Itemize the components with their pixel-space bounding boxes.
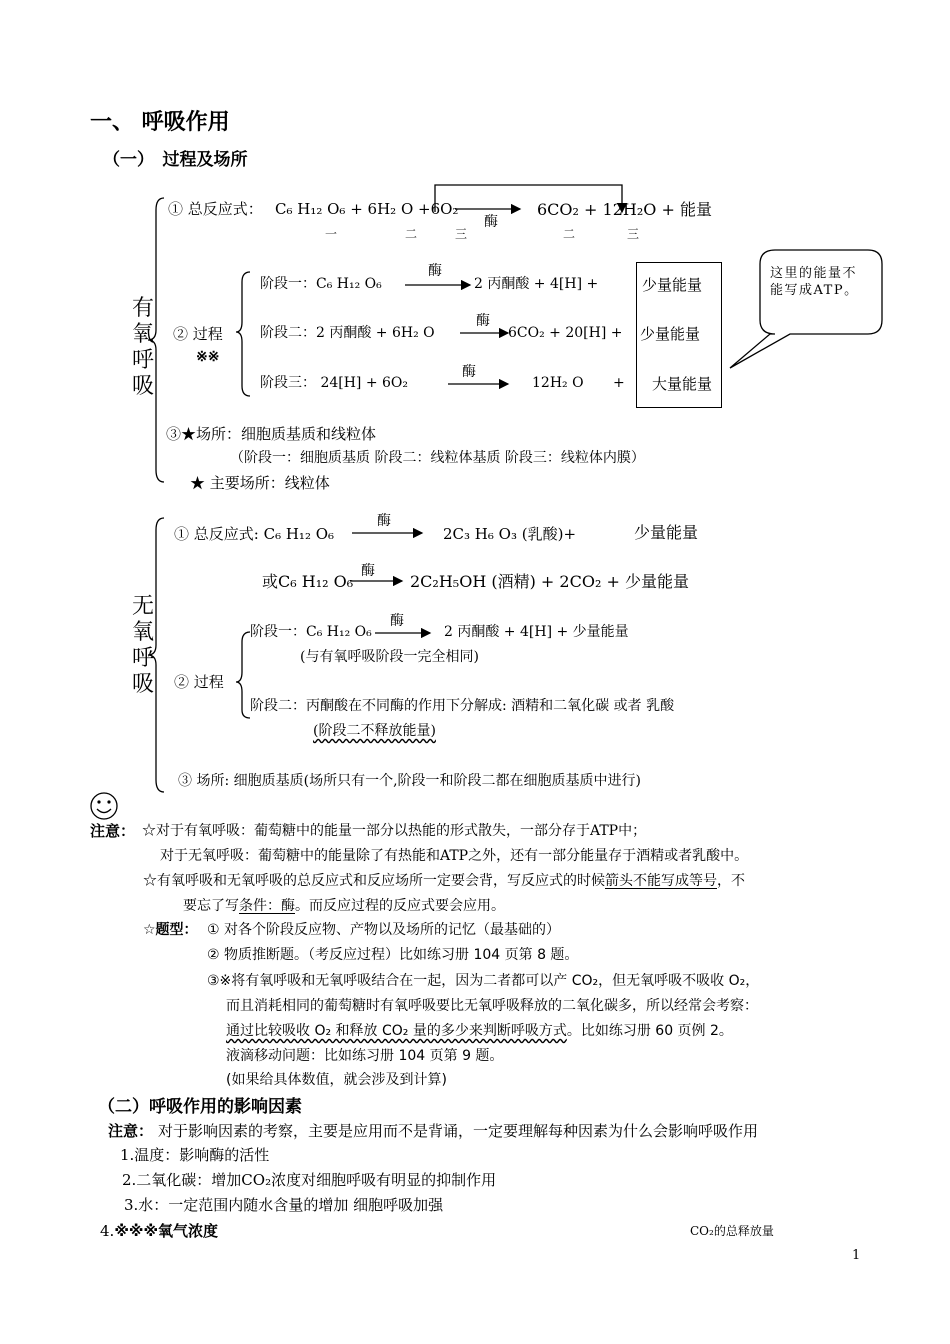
aerobic-stage1-right: 2 丙酮酸 + 4[H] + — [474, 276, 599, 292]
notes-line3: ☆有氧呼吸和无氧呼吸的总反应式和反应场所一定要会背，写反应式的时候箭头不能写成等号，不 — [143, 873, 745, 889]
page-number: 1 — [852, 1248, 861, 1263]
factors-label: 注意： — [108, 1122, 154, 1140]
factor-item-1: 1.温度：影响酶的活性 — [120, 1146, 270, 1164]
question-type-1: ① 对各个阶段反应物、产物以及场所的记忆（最基础的） — [207, 922, 560, 938]
anaerobic-or-right: 2C₂H₅OH (酒精) + 2CO₂ + 少量能量 — [410, 572, 689, 591]
aerobic-site: ③★场所：细胞质基质和线粒体 — [166, 425, 377, 443]
factors-intro: 对于影响因素的考察，主要是应用而不是背诵，一定要理解每种因素为什么会影响呼吸作用 — [158, 1122, 759, 1140]
aerobic-process-mark: ※※ — [196, 349, 220, 365]
anaerobic-stage2-note: (阶段二不释放能量) — [313, 723, 436, 739]
question-type-3d: 液滴移动问题：比如练习册 104 页第 9 题。 — [226, 1048, 504, 1064]
question-types-label: ☆题型： — [143, 922, 198, 938]
aerobic-stage1-energy: 少量能量 — [642, 276, 703, 294]
aerobic-site-detail: （阶段一：细胞质基质 阶段二：线粒体基质 阶段三：线粒体内膜） — [230, 450, 645, 466]
anaerobic-process-label: ② 过程 — [174, 673, 224, 691]
anaerobic-stage2: 阶段二：丙酮酸在不同酶的作用下分解成: 酒精和二氧化碳 或者 乳酸 — [250, 698, 675, 714]
mark: 一 — [325, 227, 338, 241]
enzyme-label: 酶 — [484, 214, 498, 230]
question-type-3a: ③※将有氧呼吸和无氧呼吸结合在一起，因为二者都可以产 CO₂，但无氧呼吸不吸收 O₂， — [207, 973, 760, 989]
enzyme-label: 酶 — [476, 313, 490, 329]
notes-label: 注意： — [90, 822, 136, 840]
enzyme-label: 酶 — [390, 613, 404, 629]
mark: 二 — [563, 227, 576, 241]
enzyme-label: 酶 — [377, 513, 391, 529]
anaerobic-stage1-right: 2 丙酮酸 + 4[H] + 少量能量 — [444, 624, 629, 640]
notes-line2: 对于无氧呼吸：葡萄糖中的能量除了有热能和ATP之外，还有一部分能量存于酒精或者乳酸中。 — [160, 848, 749, 864]
anaerobic-total-label: ① 总反应式: C₆ H₁₂ O₆ — [174, 525, 335, 543]
enzyme-label: 酶 — [462, 364, 476, 380]
section-heading-factors: （二）呼吸作用的影响因素 — [98, 1097, 302, 1117]
page-title: 一、 呼吸作用 — [90, 110, 230, 135]
aerobic-total-right: 6CO₂ + 12H₂O + 能量 — [537, 200, 712, 219]
aerobic-stage2-right: 6CO₂ + 20[H] + — [508, 325, 623, 341]
anaerobic-side-label: 无氧呼吸 — [132, 594, 155, 697]
question-type-3b: 而且消耗相同的葡萄糖时有氧呼吸要比无氧呼吸释放的二氧化碳多，所以经常会考察： — [226, 998, 758, 1014]
aerobic-stage2-left: 阶段二：2 丙酮酸 + 6H₂ O — [260, 325, 435, 341]
mark: 二 — [405, 227, 418, 241]
anaerobic-total-right: 2C₃ H₆ O₃ (乳酸)+ — [443, 525, 577, 543]
question-type-3c: 通过比较吸收 O₂ 和释放 CO₂ 量的多少来判断呼吸方式。比如练习册 60 页例 2。 — [226, 1023, 733, 1039]
anaerobic-stage1-left: 阶段一：C₆ H₁₂ O₆ — [250, 624, 372, 640]
enzyme-label: 酶 — [361, 563, 375, 579]
section-heading-process: （一） 过程及场所 — [103, 150, 248, 170]
factor-item-3: 3.水：一定范围内随水含量的增加 细胞呼吸加强 — [124, 1196, 444, 1214]
aerobic-main-site: ★ 主要场所：线粒体 — [190, 474, 330, 492]
anaerobic-or-left: 或C₆ H₁₂ O₆ — [262, 572, 354, 591]
aerobic-stage3-right: 12H₂ O — [532, 375, 584, 391]
aerobic-stage3-left: 阶段三： 24[H] + 6O₂ — [260, 375, 409, 391]
anaerobic-total-energy: 少量能量 — [634, 523, 699, 542]
anaerobic-site: ③ 场所: 细胞质基质(场所只有一个,阶段一和阶段二都在细胞质基质中进行) — [178, 773, 641, 789]
graph-label: CO₂的总释放量 — [690, 1224, 774, 1238]
aerobic-process-brace — [236, 272, 250, 396]
question-type-3e: (如果给具体数值，就会涉及到计算) — [226, 1072, 447, 1088]
aerobic-stage1-left: 阶段一：C₆ H₁₂ O₆ — [260, 276, 382, 292]
callout-text: 这里的能量不能写成ATP。 — [770, 266, 859, 298]
aerobic-stage3-energy: 大量能量 — [652, 375, 713, 393]
anaerobic-stage1-note: (与有氧呼吸阶段一完全相同) — [300, 649, 479, 665]
factor-item-2: 2.二氧化碳：增加CO₂浓度对细胞呼吸有明显的抑制作用 — [122, 1171, 497, 1189]
aerobic-stage3-plus: + — [613, 375, 625, 391]
aerobic-side-label: 有氧呼吸 — [132, 296, 155, 399]
question-type-2: ② 物质推断题。（考反应过程）比如练习册 104 页第 8 题。 — [207, 947, 579, 963]
smiley-icon — [91, 793, 117, 819]
mark: 三 — [627, 227, 640, 241]
aerobic-total-label: ① 总反应式： — [168, 200, 263, 218]
aerobic-total-left: C₆ H₁₂ O₆ + 6H₂ O +6O₂ — [275, 200, 459, 218]
aerobic-process-label: ② 过程 — [173, 325, 223, 343]
mark: 三 — [455, 227, 468, 241]
notes-line1: ☆对于有氧呼吸：葡萄糖中的能量一部分以热能的形式散失，一部分存于ATP中； — [142, 823, 647, 839]
factor-item-4: 4.※※※氧气浓度 — [100, 1222, 219, 1240]
anaerobic-process-brace — [236, 632, 250, 718]
aerobic-stage2-energy: 少量能量 — [640, 325, 701, 343]
notes-line4: 要忘了写条件：酶。而反应过程的反应式要会应用。 — [183, 898, 505, 914]
enzyme-label: 酶 — [428, 263, 442, 279]
